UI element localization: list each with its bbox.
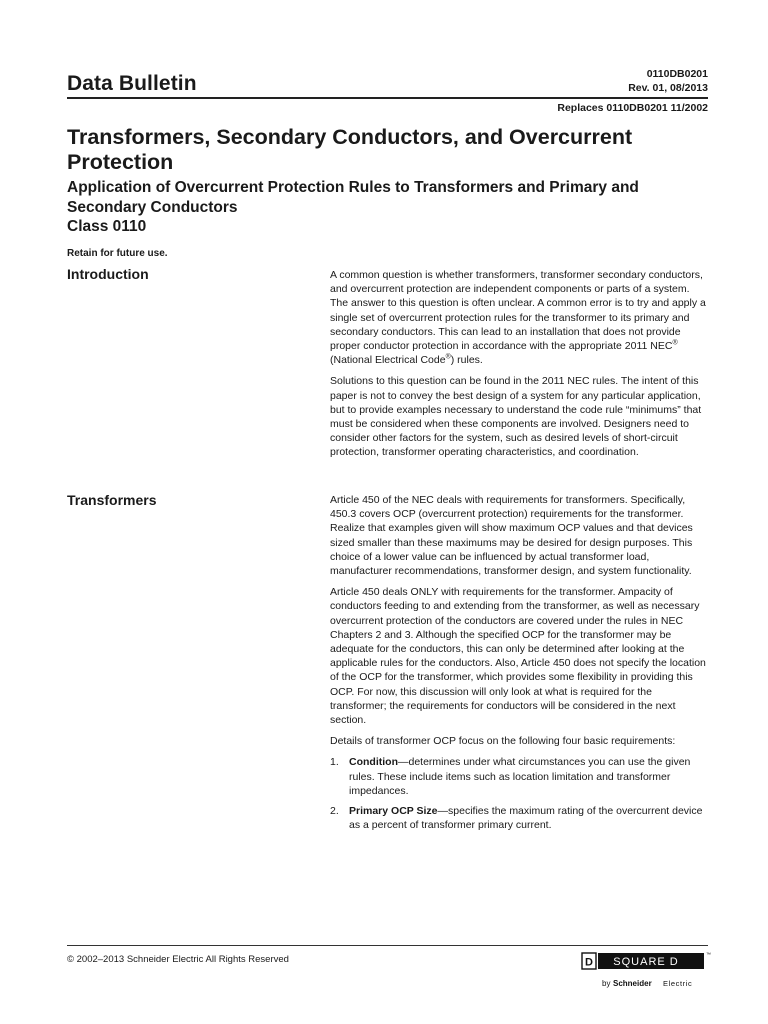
logo-by: by <box>602 979 611 988</box>
transformers-paragraph: Article 450 deals ONLY with requirements for the transformer. Ampacity of conductors feeding to and extending from the transformer, as well as necessary overcurrent protection of the conductors are covered under the rules in NEC Chapters 2 and 3. Although the specified OCP for the transformer may be adequate for the conductors, this can only be determined after looking at the applicable rules for the conductors. Also, Article 450 does not specify the location of the OCP for the transformer, which provides some flexibility in providing this OCP. For now, this discussion will only look at what is required for the transformer; the requirements for conductors will be considered in the next section. <box>330 586 706 727</box>
transformers-heading: Transformers <box>67 492 157 508</box>
footer-rule <box>67 945 708 946</box>
introduction-heading: Introduction <box>67 266 149 282</box>
subtitle-line: Application of Overcurrent Protection Rules to Transformers and Primary and Secondary Conductors <box>67 179 639 216</box>
logo-tm: ™ <box>706 952 711 958</box>
document-meta <box>628 67 708 95</box>
retain-note: Retain for future use. <box>67 248 168 259</box>
page-title: Transformers, Secondary Conductors, and Overcurrent Protection <box>67 125 633 174</box>
requirements-list <box>330 755 708 832</box>
subtitle <box>67 178 717 237</box>
logo-mark: D <box>585 956 593 969</box>
doc-number: 0110DB0201 <box>646 68 708 80</box>
revision: Rev. 01, 08/2013 <box>628 82 708 94</box>
introduction-body <box>330 268 708 467</box>
class-label: Class 0110 <box>67 218 147 235</box>
logo-company: Schneider <box>613 979 652 988</box>
registered-mark: ® <box>445 353 451 361</box>
square-d-logo <box>580 950 710 995</box>
header-rule <box>67 97 708 99</box>
item-term: Primary OCP Size <box>349 805 438 818</box>
bulletin-label: Data Bulletin <box>67 72 197 95</box>
transformers-body <box>330 493 708 838</box>
list-item: 2. Primary OCP Size—specifies the maximum rating of the overcurrent device as a percent of transformer primary current. <box>330 805 703 832</box>
copyright: © 2002–2013 Schneider Electric All Rights Reserved <box>67 954 289 965</box>
logo-electric: Electric <box>663 979 693 988</box>
transformers-paragraph: Details of transformer OCP focus on the following four basic requirements: <box>330 735 676 748</box>
introduction-paragraph: Solutions to this question can be found in the 2011 NEC rules. The intent of this paper is not to convey the best design of a system for any particular application, but to provide examples necessary to understand the code rule “minimums” that must be considered when these components are involved. Designers need to consider other factors for the system, such as desired levels of short-circuit protection, transformer operating characteristics, and coordination. <box>330 375 702 459</box>
logo-brand: SQUARE D <box>613 956 679 968</box>
replaces-note: Replaces 0110DB0201 11/2002 <box>557 102 708 114</box>
item-term: Condition <box>349 756 398 769</box>
transformers-paragraph: Article 450 of the NEC deals with requirements for transformers. Specifically, 450.3 covers OCP (overcurrent protection) requirements for the transformer. Realize that examples given will show maximum OCP values and that devices sized smaller than these maximums may be desired for design purposes. This choice of a lower value can be influenced by actual transformer load, manufacturer recommendations, transformer design, and system functionality. <box>330 494 693 578</box>
list-item: 1. Condition—determines under what circumstances you can use the given rules. These include items such as location limitation and transformer impedances. <box>330 756 691 797</box>
registered-mark: ® <box>672 339 678 347</box>
introduction-paragraph: A common question is whether transformers, transformer secondary conductors, and overcurrent protection are independent components or parts of a system. The answer to this question is often unclear. A common error is to try and apply a single set of overcurrent protection rules for the transformer to its primary and secondary conductors. This can lead to an installation that does not provide proper conductor protection in accordance with the appropriate 2011 NEC® (National Electrical Code®) rules. <box>330 269 706 367</box>
